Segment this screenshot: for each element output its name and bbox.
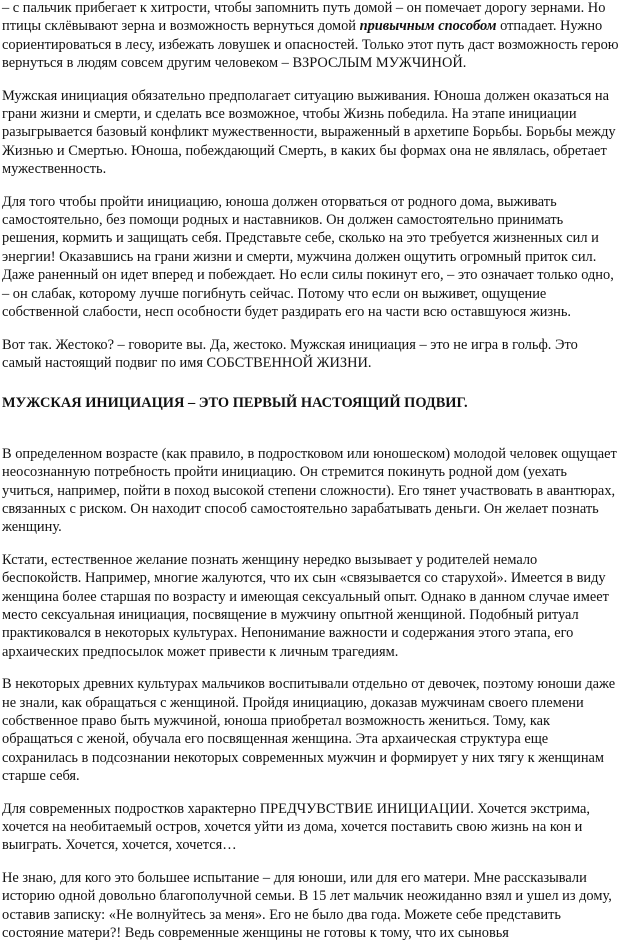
section-heading: МУЖСКАЯ ИНИЦИАЦИЯ – ЭТО ПЕРВЫЙ НАСТОЯЩИЙ ПОДВИГ. xyxy=(2,395,468,412)
paragraph-1-text-start: – с пальчик прибегает к хитрости, чтобы запомнить путь домой – он помечает дорогу зернами. Но птицы склёвывают зерна и возможность вернуться домой xyxy=(2,0,606,35)
emphasis-usual-way: привычным способом xyxy=(359,18,497,35)
paragraph-2: Мужская инициация обязательно предполагает ситуацию выживания. Юноша должен оказаться на грани жизни и смерти, и сделать все возможное, чтобы Жизнь победила. На этапе инициации разыгрывается базовый конфликт мужественности, выраженный в архетипе Борьбы. Борьбы между Жизнью и Смертью. Юноша, побеждающий Смерть, в каких бы формах она не являлась, обретает мужественность. xyxy=(2,87,616,178)
paragraph-1 xyxy=(2,0,620,73)
paragraph-5: В определенном возрасте (как правило, в подростковом или юношеском) молодой человек ощущает неосознанную потребность пройти инициацию. Он стремится покинуть родной дом (уехать учиться, например, пойти в поход высокой степени сложности). Его тянет участвовать в авантюрах, связанных с риском. Он находит способ самостоятельно зарабатывать деньги. Он желает познать женщину. xyxy=(2,445,617,536)
paragraph-6: Кстати, естественное желание познать женщину нередко вызывает у родителей немало беспокойств. Например, многие жалуются, что их сын «связывается со старухой». Имеется в виду женщина более старшая по возрасту и имеющая сексуальный опыт. Однако в данном случае имеет место сексуальная инициация, посвящение в мужчину опытной женщиной. Подобный ритуал практиковался в некоторых культурах. Непонимание важности и содержания этого этапа, его архаических предпосылок может привести к личным трагедиям. xyxy=(2,551,609,660)
paragraph-9: Не знаю, для кого это большее испытание – для юноши, или для его матери. Мне рассказывали историю одной довольно благополучной семьи. В 15 лет мальчик неожиданно взял и ушел из дому, оставив записку: «Не волнуйтесь за меня». Его не было два года. Можете себе представить состояние матери?! Ведь современные женщины не готовы к тому, что их сыновья xyxy=(2,869,612,942)
paragraph-8: Для современных подростков характерно ПРЕДЧУВСТВИЕ ИНИЦИАЦИИ. Хочется экстрима, хочется на необитаемый остров, хочется уйти из дома, хочется поставить свою жизнь на кон и выиграть. Хочется, хочется, хочется… xyxy=(2,800,590,854)
paragraph-3: Для того чтобы пройти инициацию, юноша должен оторваться от родного дома, выживать самостоятельно, без помощи родных и наставников. Он должен самостоятельно принимать решения, кормить и защищать себя. Представьте себе, сколько на это требуется жизненных сил и энергии! Оказавшись на грани жизни и смерти, мужчина должен ощутить огромный приток сил. Даже раненный он идет вперед и побеждает. Но если силы покинут его, – это означает только одно, – он слабак, которому лучше погибнуть сейчас. Потому что если он выживет, ощущение собственной слабости, несп особности будет раздирать его на части всю оставшуюся жизнь. xyxy=(2,193,614,321)
paragraph-4: Вот так. Жестоко? – говорите вы. Да, жестоко. Мужская инициация – это не игра в гольф. Это самый настоящий подвиг по имя СОБСТВЕННОЙ ЖИЗНИ. xyxy=(2,336,578,371)
paragraph-1-text-end: отпадает. Нужно сориентироваться в лесу, избежать ловушек и опасностей. Только этот путь даст возможность герою вернуться в людям совсем другим человеком – ВЗРОСЛЫМ МУЖЧИНОЙ. xyxy=(2,18,619,72)
paragraph-7: В некоторых древних культурах мальчиков воспитывали отдельно от девочек, поэтому юноши даже не знали, как обращаться с женщиной. Пройдя инициацию, доказав мужчинам своего племени собственное право быть мужчиной, юноша приобретал возможность жениться. Тому, как обращаться с женой, обучала его посвященная женщина. Эта архаическая структура еще сохранилась в подсознании некоторых современных мужчин и формирует у них тягу к женщинам старше себя. xyxy=(2,676,616,785)
